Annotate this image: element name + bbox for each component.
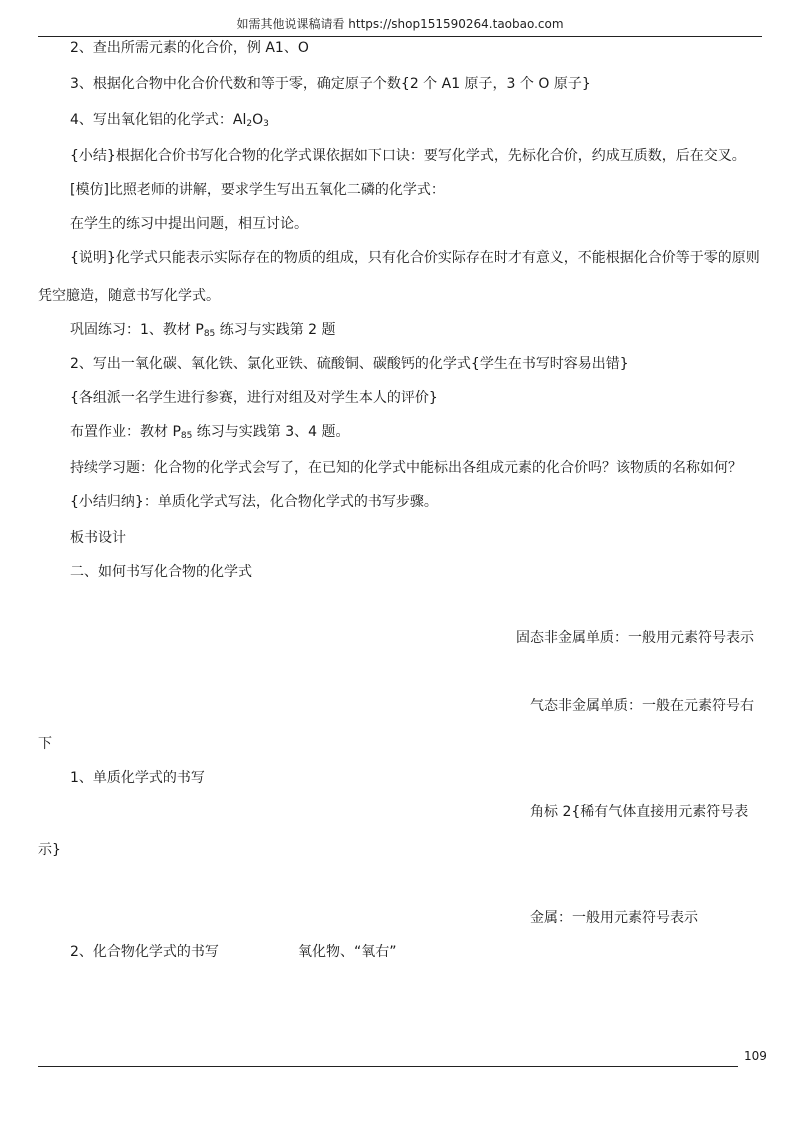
text-line: 下 [38, 736, 52, 752]
text-line: 角标 2{稀有气体直接用元素符号表 [530, 804, 749, 820]
formula-text: O [252, 112, 264, 128]
formula-text: 4、写出氧化铝的化学式：Al [70, 112, 247, 128]
text-line [70, 320, 336, 344]
text-line: {说明}化学式只能表示实际存在的物质的组成，只有化合价实际存在时才有意义，不能根据化合价等于零的原则 [70, 250, 760, 266]
page-number: 109 [744, 1049, 767, 1063]
text-line: 2、写出一氧化碳、氧化铁、氯化亚铁、硫酸铜、碳酸钙的化学式{学生在书写时容易出错} [70, 356, 629, 372]
text-line: 1、单质化学式的书写 [70, 770, 205, 786]
subscript: 2 [246, 119, 253, 129]
text-line: 板书设计 [70, 530, 126, 546]
text-line [70, 110, 269, 134]
text-line: 固态非金属单质：一般用元素符号表示 [516, 630, 754, 646]
text-line: 金属：一般用元素符号表示 [530, 910, 698, 926]
subscript: 85 [180, 431, 193, 441]
text-line: 凭空臆造，随意书写化学式。 [38, 288, 220, 304]
text-line: 示} [38, 842, 61, 858]
text-line: 二、如何书写化合物的化学式 [70, 564, 252, 580]
subscript: 85 [203, 329, 216, 339]
text-line: [模仿]比照老师的讲解，要求学生写出五氧化二磷的化学式： [70, 182, 445, 198]
text-line: 持续学习题：化合物的化学式会写了，在已知的化学式中能标出各组成元素的化合价吗？该物质的名称如何？ [70, 460, 742, 476]
page-header [38, 14, 762, 37]
header-text: 如需其他说课稿请看 https://shop151590264.taobao.com [236, 17, 564, 31]
text-line: 2、化合物化学式的书写 [70, 944, 219, 960]
text-span: 巩固练习：1、教材 P [70, 322, 204, 338]
text-span: 练习与实践第 2 题 [215, 322, 336, 338]
text-line: 在学生的练习中提出问题，相互讨论。 [70, 216, 308, 232]
subscript: 3 [263, 119, 269, 129]
text-line: {各组派一名学生进行参赛，进行对组及对学生本人的评价} [70, 390, 438, 406]
text-line [70, 422, 350, 446]
text-line: {小结}根据化合价书写化合物的化学式课依据如下口诀：要写化学式，先标化合价，约成互质数，后在交叉。 [70, 148, 746, 164]
text-span: 布置作业：教材 P [70, 424, 181, 440]
text-line: 3、根据化合物中化合价代数和等于零，确定原子个数{2 个 A1 原子，3 个 O 原子} [70, 76, 591, 92]
text-line: {小结归纳}：单质化学式写法，化合物化学式的书写步骤。 [70, 494, 438, 510]
footer-rule [38, 1066, 738, 1067]
text-span: 练习与实践第 3、4 题。 [192, 424, 350, 440]
text-line: 氧化物、“氧右” [298, 944, 397, 960]
text-line: 气态非金属单质：一般在元素符号右 [530, 698, 754, 714]
text-line: 2、查出所需元素的化合价，例 A1、O [70, 40, 309, 56]
